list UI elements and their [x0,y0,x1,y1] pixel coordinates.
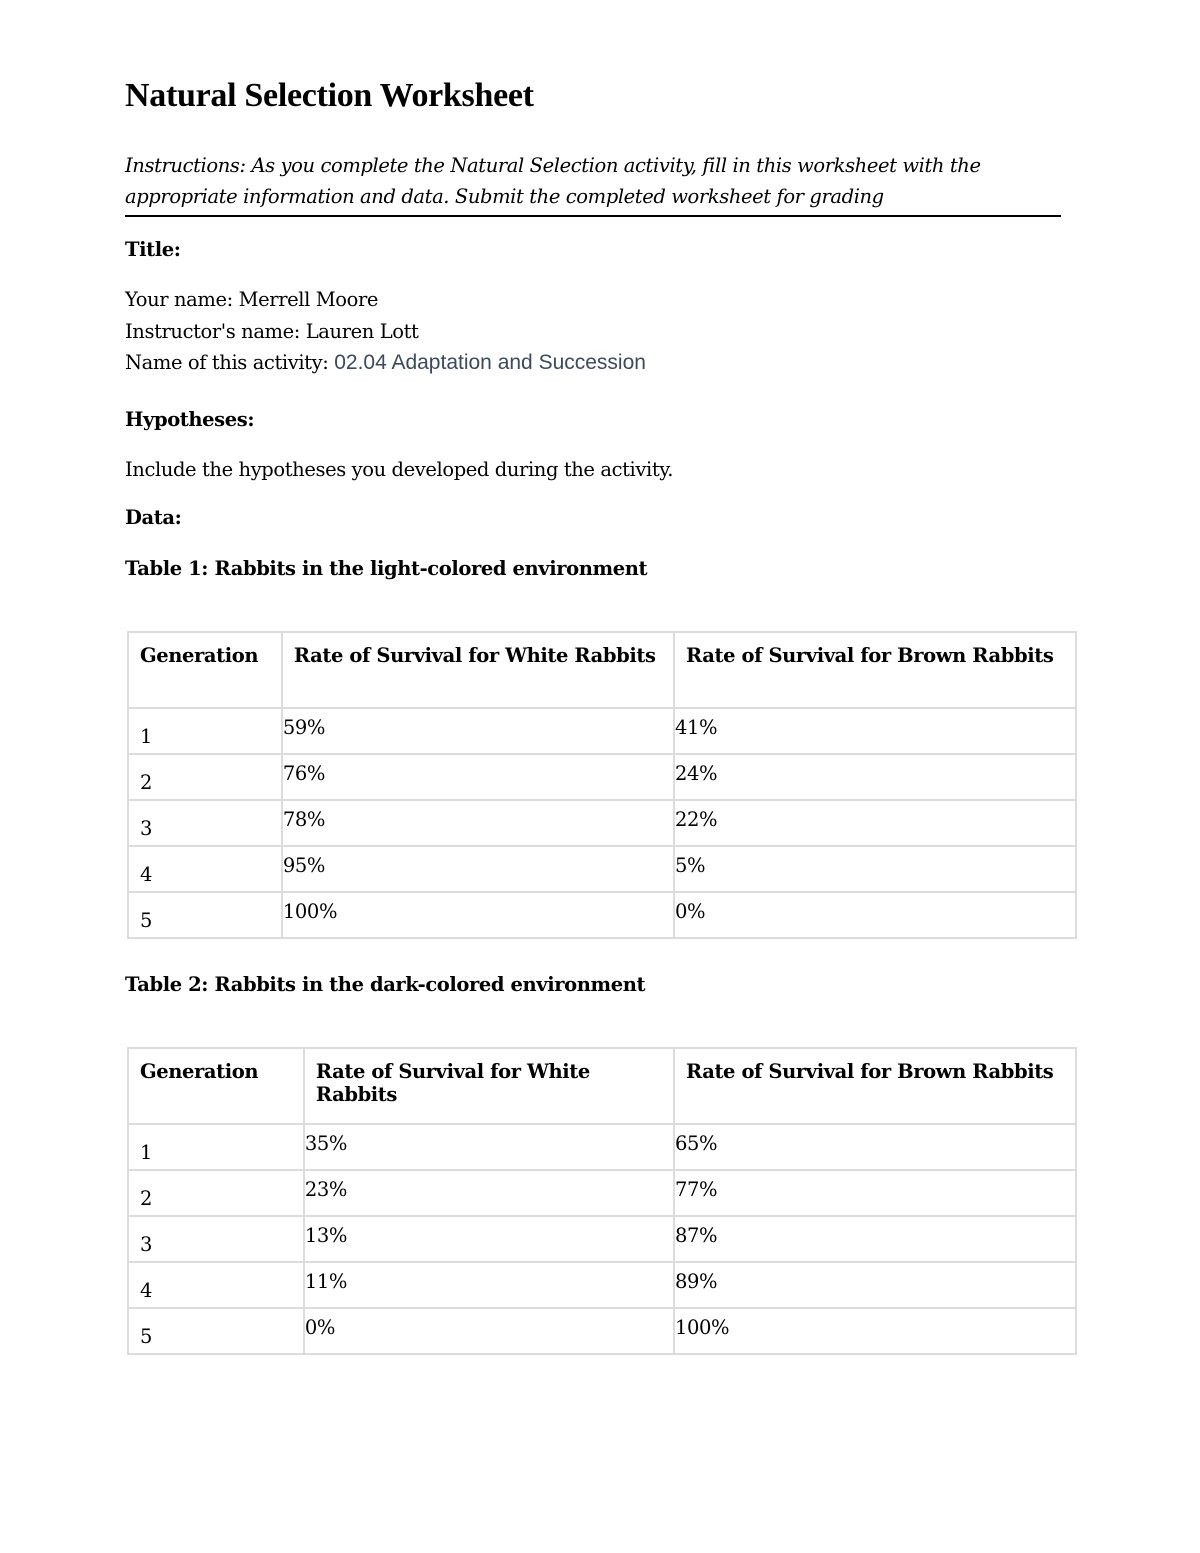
header-white-rabbits: Rate of Survival for White Rabbits [282,632,674,708]
document-title: Natural Selection Worksheet [125,77,534,114]
brown-rate-cell: 65% [674,1124,1076,1170]
table-row [128,1216,1076,1262]
generation-cell: 1 [128,708,282,754]
table-row [128,1124,1076,1170]
header-brown-rabbits: Rate of Survival for Brown Rabbits [674,632,1076,708]
table-row [128,800,1076,846]
white-rate-cell: 23% [304,1170,674,1216]
table-row [128,846,1076,892]
generation-cell: 5 [128,892,282,938]
hypotheses-label: Hypotheses: [125,408,255,431]
white-rate-cell: 76% [282,754,674,800]
table-row [128,1170,1076,1216]
header-brown-rabbits: Rate of Survival for Brown Rabbits [674,1048,1076,1124]
white-rate-cell: 59% [282,708,674,754]
data-label: Data: [125,506,182,529]
table-row [128,892,1076,938]
table2-caption: Table 2: Rabbits in the dark-colored environment [125,973,646,996]
table-row [128,1308,1076,1354]
table-row [128,708,1076,754]
table-header-row [128,632,1076,708]
brown-rate-cell: 89% [674,1262,1076,1308]
table1 [127,631,1077,939]
generation-cell: 4 [128,846,282,892]
generation-cell: 5 [128,1308,304,1354]
table2 [127,1047,1077,1355]
table-row [128,754,1076,800]
white-rate-cell: 11% [304,1262,674,1308]
table-row [128,1262,1076,1308]
table-header-row [128,1048,1076,1124]
header-generation: Generation [128,1048,304,1124]
activity-label: Name of this activity: [125,351,335,374]
brown-rate-cell: 41% [674,708,1076,754]
brown-rate-cell: 100% [674,1308,1076,1354]
white-rate-cell: 78% [282,800,674,846]
activity-name-line [125,347,646,378]
generation-cell: 3 [128,800,282,846]
generation-cell: 3 [128,1216,304,1262]
table1-caption: Table 1: Rabbits in the light-colored environment [125,557,648,580]
white-rate-cell: 35% [304,1124,674,1170]
white-rate-cell: 13% [304,1216,674,1262]
generation-cell: 1 [128,1124,304,1170]
brown-rate-cell: 0% [674,892,1076,938]
hypotheses-text: Include the hypotheses you developed during the activity. [125,458,674,481]
white-rate-cell: 100% [282,892,674,938]
brown-rate-cell: 77% [674,1170,1076,1216]
instructor-name: Instructor's name: Lauren Lott [125,320,419,343]
white-rate-cell: 0% [304,1308,674,1354]
header-white-rabbits: Rate of Survival for White Rabbits [304,1048,674,1124]
brown-rate-cell: 24% [674,754,1076,800]
instructions-text: Instructions: As you complete the Natural Selection activity, fill in this worksheet with the appropriate information and data. Submit the completed worksheet for grading [125,150,1061,217]
header-generation: Generation [128,632,282,708]
title-label: Title: [125,238,181,261]
brown-rate-cell: 22% [674,800,1076,846]
generation-cell: 2 [128,754,282,800]
activity-name: 02.04 Adaptation and Succession [334,351,646,374]
white-rate-cell: 95% [282,846,674,892]
generation-cell: 4 [128,1262,304,1308]
generation-cell: 2 [128,1170,304,1216]
brown-rate-cell: 5% [674,846,1076,892]
your-name: Your name: Merrell Moore [125,288,379,311]
brown-rate-cell: 87% [674,1216,1076,1262]
